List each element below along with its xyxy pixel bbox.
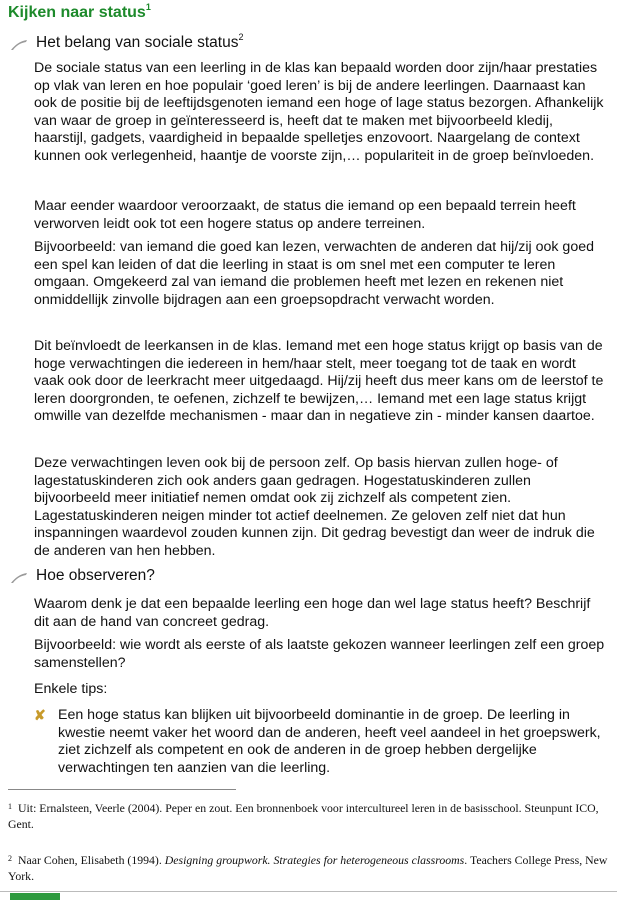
paragraph: Enkele tips: xyxy=(34,681,108,697)
footnote-text: Uit: Ernalsteen, Veerle (2004). Peper en zout. Een bronnenboek voor intercultureel leren in de basisschool. Steunpunt ICO, Gent. xyxy=(8,801,599,831)
paragraph: Waarom denk je dat een bepaalde leerling een hoge dan wel lage status heeft? Beschrijf dit aan de hand van concreet gedrag. xyxy=(34,596,591,630)
footnote-2 xyxy=(8,852,608,884)
paragraph: Bijvoorbeeld: wie wordt als eerste of als laatste gekozen wanneer leerlingen zelf een groep samenstellen? xyxy=(34,637,605,671)
paragraph: Dit beïnvloedt de leerkansen in de klas. Iemand met een hoge status krijgt op basis van de hoge verwachtingen die iedereen in hem/haar stelt, meer toegang tot de taak en wordt vaak ook door de leerkracht meer uitgedaagd. Hij/zij heeft dus meer kans om de leerstof te leren doorgronden, te oefenen, zichzelf te bewijzen,… Iemand met een lage status krijgt omwille van dezelfde mechanismen - maar dan in negatieve zin - minder kansen daartoe. xyxy=(34,338,604,425)
pen-icon xyxy=(10,572,28,584)
section-heading-text: Hoe observeren? xyxy=(36,567,155,584)
cross-icon: ✘ xyxy=(34,707,46,723)
footnote-number: 2 xyxy=(8,854,12,863)
tip-text: Een hoge status kan blijken uit bijvoorbeeld dominantie in de groep. De leerling in kwestie neemt vaker het woord dan de anderen, heeft veel aandeel in het groepswerk, ziet zichzelf als competent en ook de anderen in de groep hebben dergelijke verwachtingen ten aanzien van die leerling. xyxy=(58,707,601,776)
page-bottom-rule xyxy=(0,891,617,892)
page-footer-tab xyxy=(10,893,60,900)
section-heading-text: Het belang van sociale status xyxy=(36,34,239,51)
paragraph: Maar eender waardoor veroorzaakt, de status die iemand op een bepaald terrein heeft verworven leidt ook tot een hogere status op andere terreinen. xyxy=(34,198,576,232)
footnote-text-end: . Teachers College Press, New York. xyxy=(8,853,608,883)
paragraph: Bijvoorbeeld: van iemand die goed kan lezen, verwachten de anderen dat hij/zij ook goed een spel kan leiden of dat die leerling in staat is om snel met een computer te leren omgaan. Omgekeerd zal van iemand die problemen heeft met lezen en rekenen niet onmiddellijk zinvolle bijdragen aan een groepsopdracht verwacht worden. xyxy=(34,239,594,308)
footnote-book-title: Designing groupwork. Strategies for heterogeneous classrooms xyxy=(164,853,465,867)
page-title: Kijken naar status$^1$ xyxy=(8,2,151,21)
footnote-divider xyxy=(8,789,236,790)
paragraph: Deze verwachtingen leven ook bij de persoon zelf. Op basis hiervan zullen hoge- of lagestatuskinderen zich ook anders gaan gedragen. Hogestatuskinderen zullen bijvoorbeeld meer initiatief nemen omdat ook zij zichzelf als competent zien. Lagestatuskinderen neigen minder tot actief deelnemen. Ze geloven zelf niet dat hun inspanningen waardevol zouden kunnen zijn. Dit gedrag bevestigt dan weer de indruk die de anderen van hen hebben. xyxy=(34,455,595,559)
footnote-1 xyxy=(8,800,608,832)
footnote-text: Naar Cohen, Elisabeth (1994). xyxy=(18,853,165,867)
tip-item xyxy=(34,707,609,777)
footnote-ref-2: 2 xyxy=(238,32,244,42)
footnote-number: 1 xyxy=(8,802,12,811)
section-heading-status xyxy=(0,34,244,52)
paragraph: De sociale status van een leerling in de klas kan bepaald worden door zijn/haar prestaties op vlak van leren en hoe populair ‘goed leren’ is bij de andere leerlingen. Daarnaast kan ook de positie bij de leeftijdsgenoten iemand een hoge of lage status bezorgen. Afhankelijk van waar de groep in geïnteresseerd is, heeft dat te maken met bijvoorbeeld kledij, haarstijl, gadgets, vaardigheid in bepaalde spelletjes enzovoort. Naargelang de context kunnen ook verlegenheid, haantje de voorste zijn,… populariteit in de groep beïnvloeden. xyxy=(34,60,604,164)
section-heading-observe xyxy=(0,567,155,585)
pen-icon xyxy=(10,39,28,51)
footnote-ref-1: 1 xyxy=(145,2,151,12)
